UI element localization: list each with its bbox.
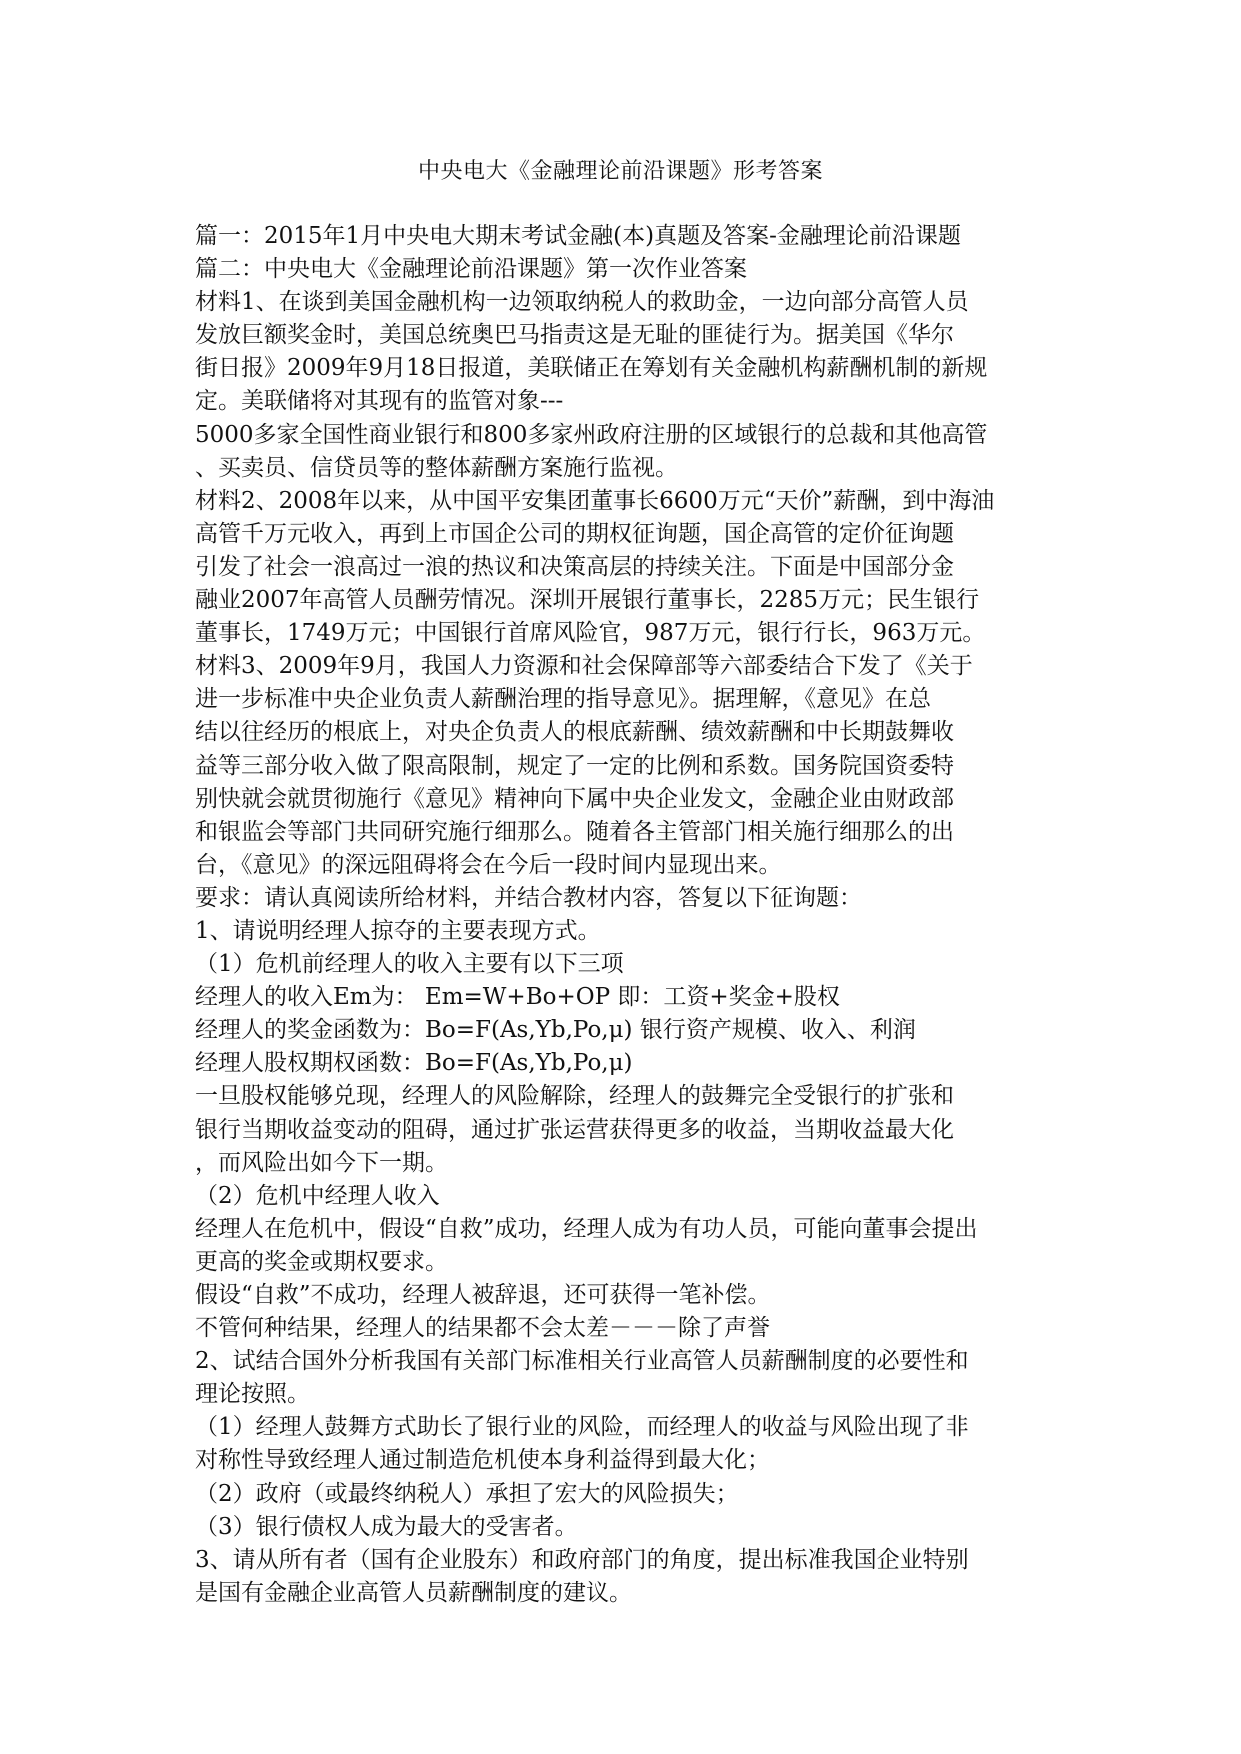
text-line: 发放巨额奖金时，美国总统奥巴马指责这是无耻的匪徒行为。据美国《华尔 (195, 322, 954, 349)
text-line: 对称性导致经理人通过制造危机使本身利益得到最大化； (195, 1447, 770, 1474)
text-line: ，而风险出如今下一期。 (195, 1149, 448, 1176)
text-line: 篇一：2015年1月中央电大期末考试金融(本)真题及答案-金融理论前沿课题 (195, 223, 961, 249)
text-line: 是国有金融企业高管人员薪酬制度的建议。 (195, 1579, 632, 1606)
text-line: 定。美联储将对其现有的监管对象--- (195, 388, 564, 415)
document-body (195, 220, 1055, 1610)
text-line: 2、试结合国外分析我国有关部门标准相关行业高管人员薪酬制度的必要性和 (195, 1348, 969, 1375)
text-line: 董事长，1749万元；中国银行首席风险官，987万元，银行行长，963万元。 (195, 620, 986, 647)
text-line: 材料3、2009年9月，我国人力资源和社会保障部等六部委结合下发了《关于 (195, 653, 973, 680)
text-line: 高管千万元收入，再到上市国企公司的期权征询题，国企高管的定价征询题 (195, 520, 954, 547)
text-line: 经理人在危机中，假设“自救”成功，经理人成为有功人员，可能向董事会提出 (195, 1215, 978, 1242)
text-line: 不管何种结果，经理人的结果都不会太差－－－除了声誉 (195, 1315, 770, 1342)
text-line: 要求：请认真阅读所给材料，并结合教材内容，答复以下征询题： (195, 884, 862, 911)
text-line: 和银监会等部门共同研究施行细那么。随着各主管部门相关施行细那么的出 (195, 818, 954, 845)
text-line: 别快就会就贯彻施行《意见》精神向下属中央企业发文，金融企业由财政部 (195, 785, 954, 812)
text-line: 台，《意见》的深远阻碍将会在今后一段时间内显现出来。 (195, 851, 782, 878)
text-line: （2）危机中经理人收入 (195, 1182, 440, 1209)
text-line: 假设“自救”不成功，经理人被辞退，还可获得一笔补偿。 (195, 1282, 771, 1308)
text-line: 街日报》2009年9月18日报道，美联储正在筹划有关金融机构薪酬机制的新规 (195, 355, 988, 382)
text-line: 材料1、在谈到美国金融机构一边领取纳税人的救助金，一边向部分高管人员 (195, 289, 969, 316)
text-line: （1）经理人鼓舞方式助长了银行业的风险，而经理人的收益与风险出现了非 (195, 1414, 969, 1441)
text-line: （3）银行债权人成为最大的受害者。 (195, 1513, 578, 1540)
text-line: 3、请从所有者（国有企业股东）和政府部门的角度，提出标准我国企业特别 (195, 1546, 969, 1573)
text-line: 引发了社会一浪高过一浪的热议和决策高层的持续关注。下面是中国部分金 (195, 553, 954, 580)
text-line: （2）政府（或最终纳税人）承担了宏大的风险损失； (195, 1480, 739, 1507)
text-line: 材料2、2008年以来，从中国平安集团董事长6600万元“天价”薪酬，到中海油 (195, 487, 995, 514)
document-title: 中央电大《金融理论前沿课题》形考答案 (417, 159, 823, 184)
text-line: 益等三部分收入做了限高限制，规定了一定的比例和系数。国务院国资委特 (195, 752, 954, 779)
text-line: 银行当期收益变动的阻碍，通过扩张运营获得更多的收益，当期收益最大化 (195, 1116, 954, 1143)
text-line: 、买卖员、信贷员等的整体薪酬方案施行监视。 (195, 454, 678, 481)
text-line: 融业2007年高管人员酬劳情况。深圳开展银行董事长，2285万元；民生银行 (195, 587, 980, 614)
text-line: （1）危机前经理人的收入主要有以下三项 (195, 951, 624, 978)
text-line: 1、请说明经理人掠夺的主要表现方式。 (195, 917, 601, 944)
text-line: 经理人的奖金函数为：Bo=F(As,Yb,Po,μ) 银行资产规模、收入、利润 (195, 1017, 916, 1044)
text-line: 进一步标准中央企业负责人薪酬治理的指导意见》。据理解，《意见》在总 (195, 686, 931, 713)
text-line: 结以往经历的根底上，对央企负责人的根底薪酬、绩效薪酬和中长期鼓舞收 (195, 719, 954, 746)
text-line: 一旦股权能够兑现，经理人的风险解除，经理人的鼓舞完全受银行的扩张和 (195, 1083, 954, 1110)
text-line: 更高的奖金或期权要求。 (195, 1248, 448, 1275)
text-line: 理论按照。 (195, 1381, 310, 1408)
text-line: 篇二：中央电大《金融理论前沿课题》第一次作业答案 (195, 256, 747, 283)
text-line: 5000多家全国性商业银行和800多家州政府注册的区域银行的总裁和其他高管 (195, 421, 988, 448)
text-line: 经理人的收入Em为： Em=W+Bo+OP 即：工资+奖金+股权 (195, 984, 840, 1011)
text-line: 经理人股权期权函数：Bo=F(As,Yb,Po,μ) (195, 1050, 633, 1077)
